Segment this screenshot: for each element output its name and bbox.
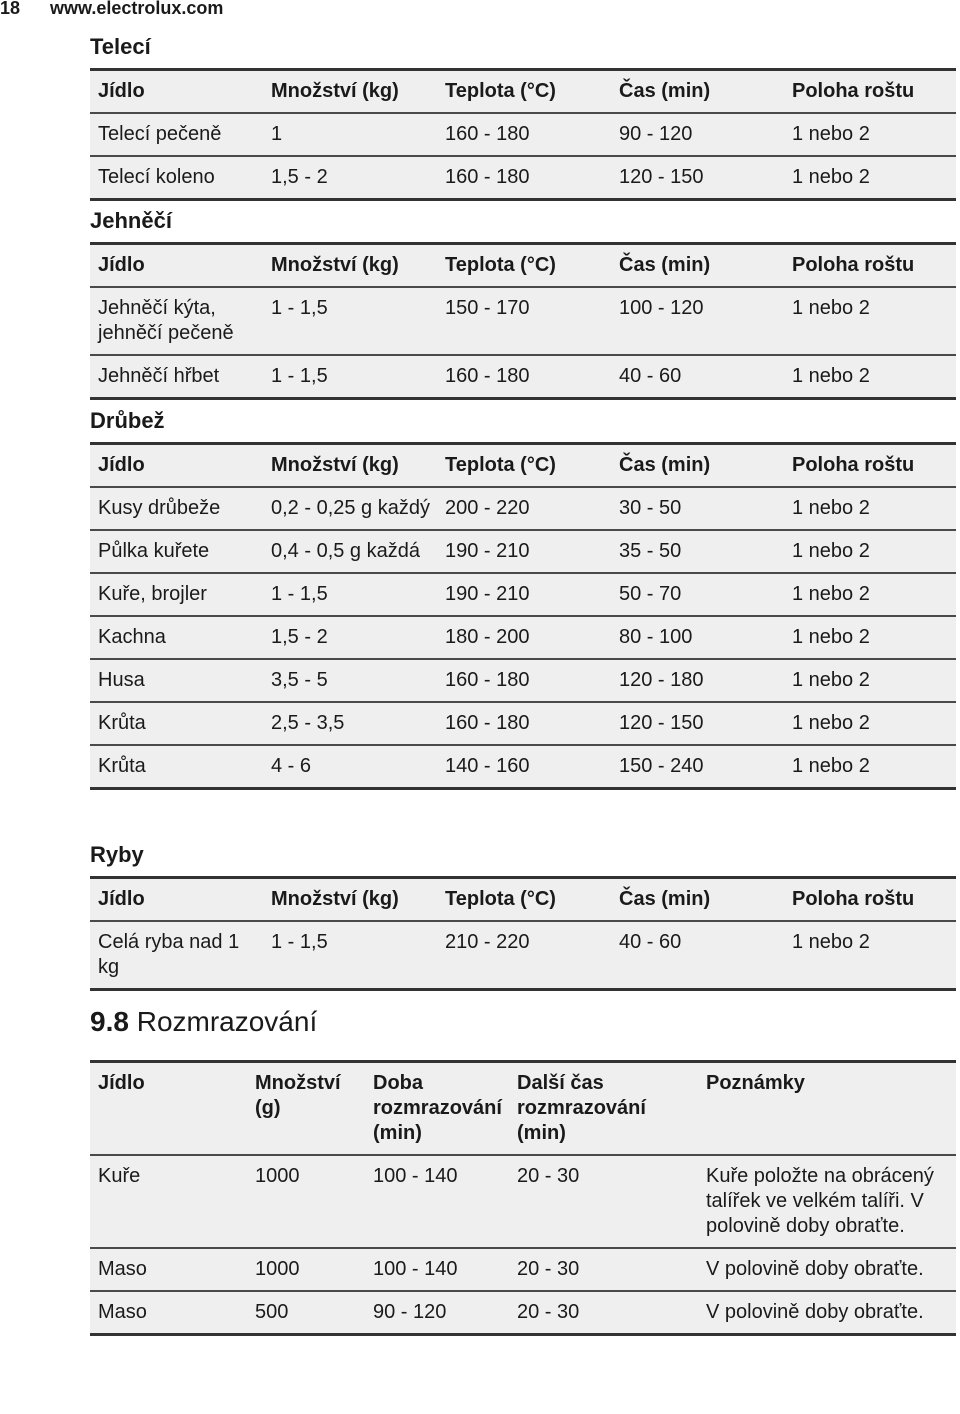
table-cell: 160 - 180 (437, 659, 611, 702)
chapter-number: 9.8 (90, 1006, 129, 1037)
table-cell: 160 - 180 (437, 355, 611, 399)
table-cell: Půlka kuřete (90, 530, 263, 573)
table-cell: 1,5 - 2 (263, 616, 437, 659)
table-cell: 150 - 170 (437, 287, 611, 355)
table-cell: 1000 (247, 1248, 365, 1291)
table-row (90, 1155, 956, 1248)
table-header-row (90, 444, 956, 488)
table-cell: 1 - 1,5 (263, 287, 437, 355)
table-cell: 1 nebo 2 (784, 616, 956, 659)
table-cell: 20 - 30 (509, 1248, 698, 1291)
table-cell: V polovině doby obraťte. (698, 1248, 956, 1291)
column-header: Jídlo (90, 1062, 247, 1156)
table-row (90, 702, 956, 745)
table-cell: Telecí koleno (90, 156, 263, 200)
table-cell: 20 - 30 (509, 1155, 698, 1248)
table-cell: 1 nebo 2 (784, 287, 956, 355)
table-header-row (90, 244, 956, 288)
column-header: Množství (kg) (263, 70, 437, 114)
table-cell: 1,5 - 2 (263, 156, 437, 200)
column-header: Jídlo (90, 444, 263, 488)
table-cell: V polovině doby obraťte. (698, 1291, 956, 1335)
table-cell: 35 - 50 (611, 530, 784, 573)
column-header: Jídlo (90, 244, 263, 288)
table-cell: 120 - 150 (611, 156, 784, 200)
table-header-row (90, 1062, 956, 1156)
column-header: Další čas rozmrazování (min) (509, 1062, 698, 1156)
table-cell: 120 - 150 (611, 702, 784, 745)
table-row (90, 156, 956, 200)
table-row (90, 355, 956, 399)
table-cell: Kuře, brojler (90, 573, 263, 616)
column-header: Teplota (°C) (437, 444, 611, 488)
table-cell: 160 - 180 (437, 156, 611, 200)
table-cell: Krůta (90, 745, 263, 789)
table-cell: 140 - 160 (437, 745, 611, 789)
table-cell: 190 - 210 (437, 573, 611, 616)
table-cell: 1 nebo 2 (784, 530, 956, 573)
column-header: Teplota (°C) (437, 878, 611, 922)
table-cell: 1000 (247, 1155, 365, 1248)
table-cell: 40 - 60 (611, 921, 784, 990)
column-header: Poloha roštu (784, 444, 956, 488)
table-row (90, 573, 956, 616)
table-cell: 1 nebo 2 (784, 921, 956, 990)
table-cell: 1 nebo 2 (784, 156, 956, 200)
column-header: Poloha roštu (784, 244, 956, 288)
table-cell: Kachna (90, 616, 263, 659)
column-header: Poznámky (698, 1062, 956, 1156)
table-row (90, 530, 956, 573)
table-row (90, 113, 956, 156)
table-cell: 1 - 1,5 (263, 573, 437, 616)
table-cell: 100 - 140 (365, 1155, 509, 1248)
table-cell: Kuře (90, 1155, 247, 1248)
table-row (90, 487, 956, 530)
table-cell: 160 - 180 (437, 113, 611, 156)
fish-table (90, 876, 956, 991)
column-header: Teplota (°C) (437, 244, 611, 288)
table-cell: 200 - 220 (437, 487, 611, 530)
table-cell: 3,5 - 5 (263, 659, 437, 702)
table-cell: 0,4 - 0,5 g každá (263, 530, 437, 573)
column-header: Doba rozmrazování (min) (365, 1062, 509, 1156)
table-cell: 160 - 180 (437, 702, 611, 745)
table-cell: 1 nebo 2 (784, 659, 956, 702)
table-cell: 20 - 30 (509, 1291, 698, 1335)
table-cell: 1 nebo 2 (784, 745, 956, 789)
column-header: Jídlo (90, 878, 263, 922)
website-url: www.electrolux.com (50, 0, 224, 18)
table-cell: 100 - 120 (611, 287, 784, 355)
section-title-lamb: Jehněčí (90, 208, 172, 233)
table-cell: Celá ryba nad 1 kg (90, 921, 263, 990)
table-cell: 80 - 100 (611, 616, 784, 659)
column-header: Teplota (°C) (437, 70, 611, 114)
column-header: Poloha roštu (784, 878, 956, 922)
table-cell: 50 - 70 (611, 573, 784, 616)
chapter-heading (90, 1006, 317, 1038)
table-cell: 30 - 50 (611, 487, 784, 530)
table-cell: 210 - 220 (437, 921, 611, 990)
poultry-table (90, 442, 956, 790)
table-cell: Kuře položte na obrácený talířek ve velkém talíři. V polovině doby obraťte. (698, 1155, 956, 1248)
table-row (90, 1291, 956, 1335)
table-cell: Husa (90, 659, 263, 702)
table-cell: 120 - 180 (611, 659, 784, 702)
table-row (90, 1248, 956, 1291)
table-cell: Krůta (90, 702, 263, 745)
table-cell: 1 nebo 2 (784, 355, 956, 399)
table-cell: Maso (90, 1291, 247, 1335)
table-cell: Telecí pečeně (90, 113, 263, 156)
table-cell: Maso (90, 1248, 247, 1291)
column-header: Poloha roštu (784, 70, 956, 114)
table-cell: 1 nebo 2 (784, 487, 956, 530)
column-header: Množství (kg) (263, 444, 437, 488)
table-cell: 1 nebo 2 (784, 702, 956, 745)
table-cell: 1 - 1,5 (263, 921, 437, 990)
column-header: Čas (min) (611, 244, 784, 288)
column-header: Čas (min) (611, 70, 784, 114)
column-header: Množství (g) (247, 1062, 365, 1156)
table-row (90, 921, 956, 990)
table-row (90, 287, 956, 355)
table-cell: 190 - 210 (437, 530, 611, 573)
section-title-poultry: Drůbež (90, 408, 165, 433)
table-row (90, 616, 956, 659)
table-cell: 90 - 120 (611, 113, 784, 156)
table-cell: 2,5 - 3,5 (263, 702, 437, 745)
table-cell: Jehněčí kýta, jehněčí pečeně (90, 287, 263, 355)
chapter-title: Rozmrazování (136, 1006, 318, 1037)
table-row (90, 745, 956, 789)
table-cell: 1 nebo 2 (784, 573, 956, 616)
table-cell: Kusy drůbeže (90, 487, 263, 530)
defrost-table (90, 1060, 956, 1336)
section-title-veal: Telecí (90, 34, 151, 59)
table-row (90, 659, 956, 702)
table-cell: 180 - 200 (437, 616, 611, 659)
veal-table (90, 68, 956, 201)
column-header: Čas (min) (611, 444, 784, 488)
column-header: Množství (kg) (263, 244, 437, 288)
table-cell: 0,2 - 0,25 g každý (263, 487, 437, 530)
table-cell: Jehněčí hřbet (90, 355, 263, 399)
section-title-fish: Ryby (90, 842, 144, 867)
page-number: 18 (0, 0, 21, 18)
table-cell: 100 - 140 (365, 1248, 509, 1291)
table-header-row (90, 70, 956, 114)
table-cell: 1 - 1,5 (263, 355, 437, 399)
table-header-row (90, 878, 956, 922)
table-cell: 40 - 60 (611, 355, 784, 399)
table-cell: 1 (263, 113, 437, 156)
column-header: Množství (kg) (263, 878, 437, 922)
table-cell: 150 - 240 (611, 745, 784, 789)
table-cell: 500 (247, 1291, 365, 1335)
lamb-table (90, 242, 956, 400)
table-cell: 90 - 120 (365, 1291, 509, 1335)
column-header: Čas (min) (611, 878, 784, 922)
column-header: Jídlo (90, 70, 263, 114)
table-cell: 4 - 6 (263, 745, 437, 789)
table-cell: 1 nebo 2 (784, 113, 956, 156)
